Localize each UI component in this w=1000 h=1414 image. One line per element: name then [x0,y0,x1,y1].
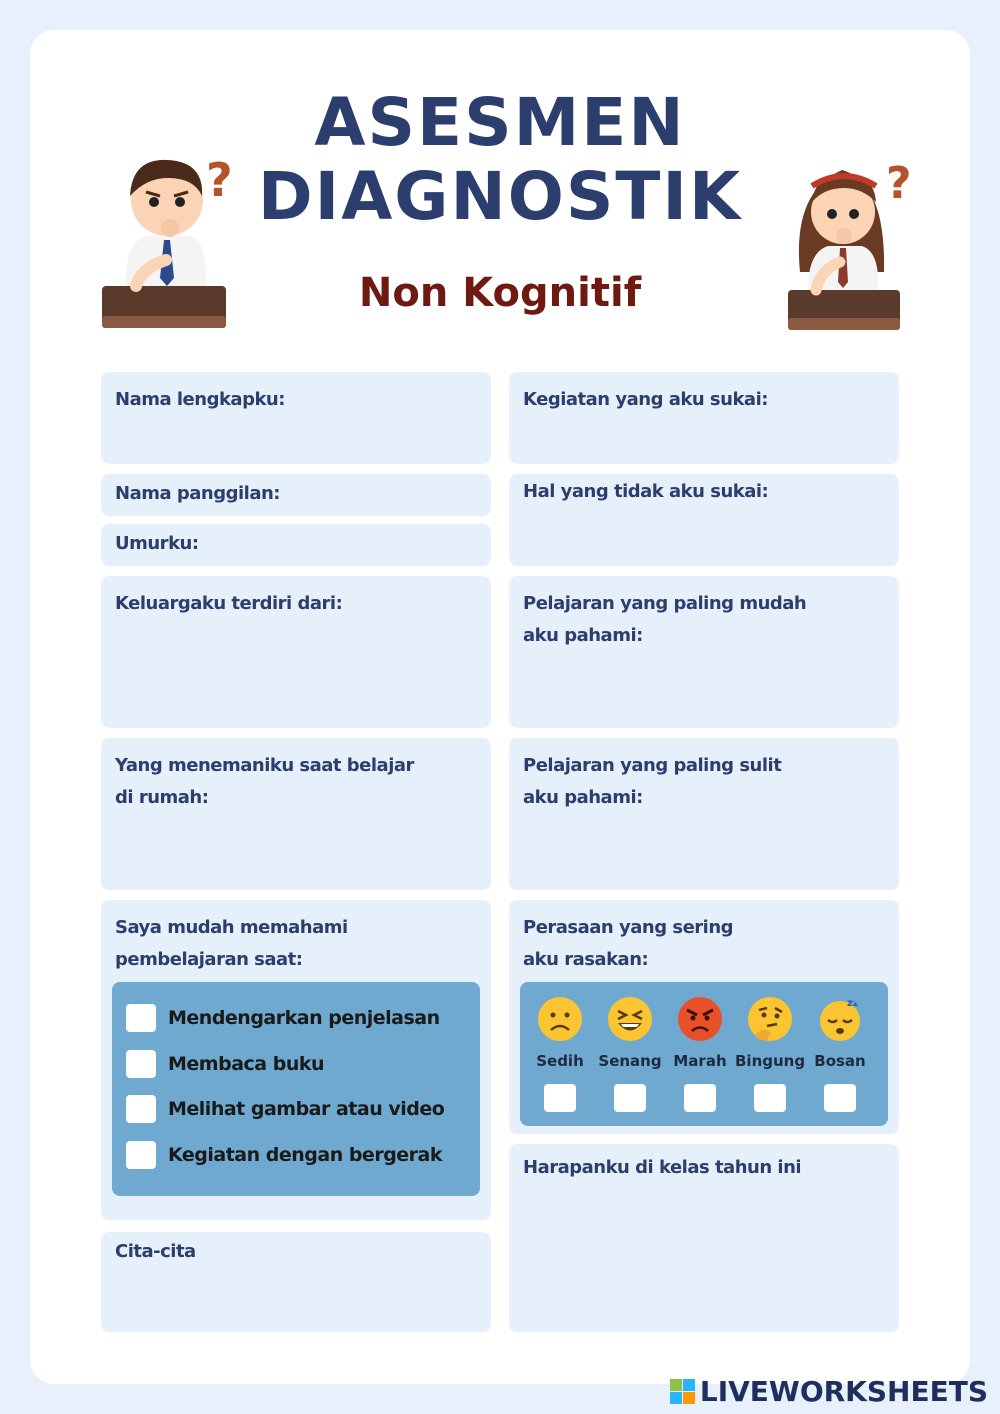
easiest-subject-label: Pelajaran yang paling mudah aku pahami: [523,593,807,646]
age-field[interactable] [101,524,491,566]
learning-option-visual[interactable] [126,1095,444,1123]
learning-option-movement[interactable] [126,1141,442,1169]
option-label: Mendengarkan penjelasan [168,1007,440,1029]
feeling-bosan [805,996,875,1112]
feelings-panel [520,982,888,1126]
study-companion-label: Yang menemaniku saat belajar di rumah: [115,755,414,808]
feeling-senang [595,996,665,1112]
feeling-checkbox[interactable] [754,1084,786,1112]
title-line-1: ASESMEN [314,84,686,161]
hope-label: Harapanku di kelas tahun ini [523,1157,802,1178]
feeling-label: Bingung [735,1052,806,1070]
feelings-section [509,900,899,1134]
angry-face-icon [677,996,723,1042]
learning-style-label: Saya mudah memahami pembelajaran saat: [115,917,348,970]
learning-option-listening[interactable] [126,1004,440,1032]
svg-text:?: ? [206,153,233,207]
family-label: Keluargaku terdiri dari: [115,593,343,614]
feeling-label: Bosan [814,1052,866,1070]
liveworksheets-logo-icon [670,1379,696,1405]
title-line-2: DIAGNOSTIK [257,158,743,235]
thinking-face-icon [747,996,793,1042]
checkbox[interactable] [126,1141,156,1169]
feeling-checkbox[interactable] [614,1084,646,1112]
laughing-face-icon [607,996,653,1042]
full-name-label: Nama lengkapku: [115,389,285,410]
feeling-checkbox[interactable] [684,1084,716,1112]
option-label: Melihat gambar atau video [168,1098,445,1120]
brand-text: LIVEWORKSHEETS [699,1375,988,1408]
feeling-label: Marah [673,1052,727,1070]
aspiration-field[interactable] [101,1232,491,1332]
easiest-subject-field[interactable] [509,576,899,728]
option-label: Kegiatan dengan bergerak [168,1144,443,1166]
disliked-things-label: Hal yang tidak aku sukai: [523,481,769,502]
feeling-bingung [735,996,805,1112]
svg-text:zz: zz [847,998,859,1009]
full-name-field[interactable] [101,372,491,464]
option-label: Membaca buku [168,1053,325,1075]
feeling-label: Senang [598,1052,662,1070]
learning-options-panel [112,982,480,1196]
hardest-subject-field[interactable] [509,738,899,890]
liveworksheets-logo[interactable] [670,1375,988,1408]
learning-style-section [101,900,491,1220]
feeling-label: Sedih [536,1052,584,1070]
svg-text:?: ? [886,158,912,209]
nickname-label: Nama panggilan: [115,483,280,504]
family-field[interactable] [101,576,491,728]
sleepy-face-icon [817,996,863,1042]
learning-option-reading[interactable] [126,1050,324,1078]
feeling-marah [665,996,735,1112]
checkbox[interactable] [126,1050,156,1078]
hope-field[interactable] [509,1144,899,1332]
aspiration-label: Cita-cita [115,1241,196,1262]
checkbox[interactable] [126,1095,156,1123]
study-companion-field[interactable] [101,738,491,890]
liked-activities-label: Kegiatan yang aku sukai: [523,389,768,410]
sad-face-icon [537,996,583,1042]
feeling-checkbox[interactable] [544,1084,576,1112]
disliked-things-field[interactable] [509,474,899,566]
nickname-field[interactable] [101,474,491,516]
age-label: Umurku: [115,533,199,554]
checkbox[interactable] [126,1004,156,1032]
subtitle: Non Kognitif [358,270,642,316]
liked-activities-field[interactable] [509,372,899,464]
feeling-checkbox[interactable] [824,1084,856,1112]
feeling-sedih [525,996,595,1112]
feelings-label: Perasaan yang sering aku rasakan: [523,917,734,970]
hardest-subject-label: Pelajaran yang paling sulit aku pahami: [523,755,782,808]
